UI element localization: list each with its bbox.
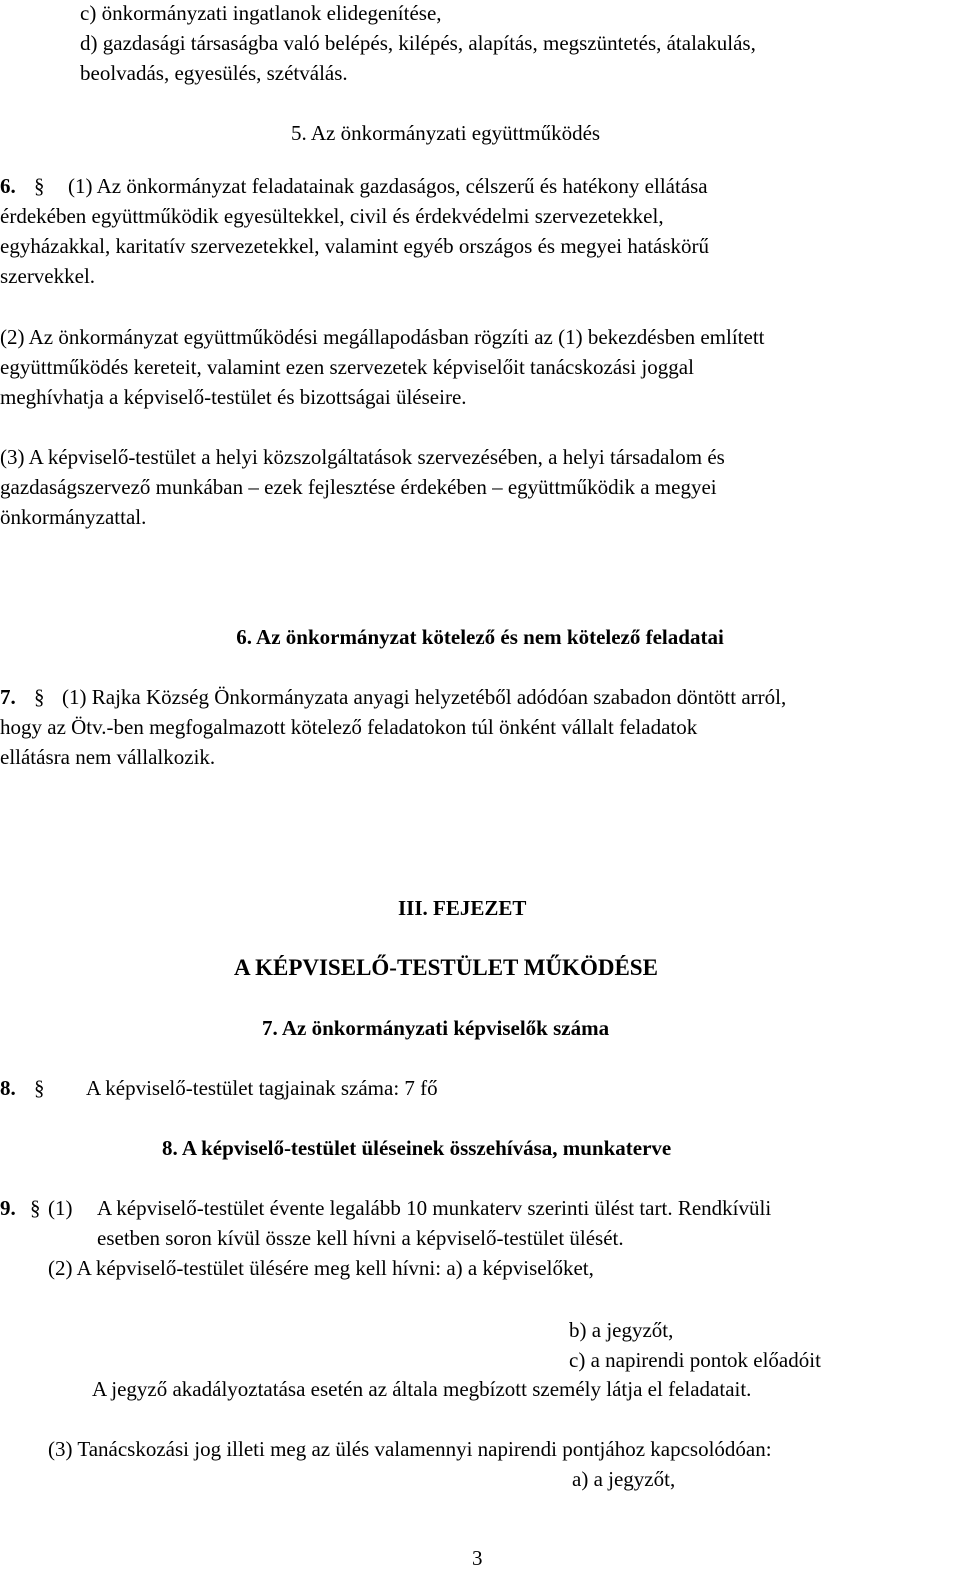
section-9-p2-line1: (2) A képviselő-testület ülésére meg kell hívni: a) a képviselőket, — [48, 1256, 594, 1280]
section-6-p2-line3: meghívhatja a képviselő-testület és bizottságai üléseire. — [0, 385, 467, 409]
list-item-d-line2: beolvadás, egyesülés, szétválás. — [80, 61, 348, 85]
section-6-p3-line1: (3) A képviselő-testület a helyi közszolgáltatások szervezésében, a helyi társadalom és — [0, 445, 725, 469]
section-9-p3-item-a: a) a jegyzőt, — [572, 1467, 676, 1491]
section-6-p3-line2: gazdaságszervező munkában – ezek fejlesztése érdekében – együttműködik a megyei — [0, 475, 717, 499]
list-item-d-line1: d) gazdasági társaságba való belépés, kilépés, alapítás, megszüntetés, átalakulás, — [80, 31, 756, 55]
section-7-sign: § — [34, 685, 45, 709]
list-item-c: c) önkormányzati ingatlanok elidegenítése, — [80, 1, 442, 25]
section-9-p2-item-c: c) a napirendi pontok előadóit — [569, 1348, 821, 1372]
section-7-number: 7. — [0, 685, 16, 709]
section-8-text: A képviselő-testület tagjainak száma: 7 fő — [86, 1076, 438, 1100]
section-6-p3-line3: önkormányzattal. — [0, 505, 147, 529]
section-6-p2-line1: (2) Az önkormányzat együttműködési megállapodásban rögzíti az (1) bekezdésben említett — [0, 325, 765, 349]
section-8-sign: § — [34, 1076, 45, 1100]
chapter-number: III. FEJEZET — [398, 896, 527, 920]
section-6-p1-line2: érdekében együttműködik egyesültekkel, civil és érdekvédelmi szervezetekkel, — [0, 204, 664, 228]
section-9-p1-line1: A képviselő-testület évente legalább 10 munkaterv szerinti ülést tart. Rendkívüli — [97, 1196, 772, 1220]
section-9-number: 9. — [0, 1196, 16, 1220]
heading-7: 7. Az önkormányzati képviselők száma — [262, 1016, 610, 1040]
section-6-p1-line4: szervekkel. — [0, 264, 96, 288]
page-number: 3 — [472, 1546, 483, 1570]
section-6-sign: § — [34, 174, 45, 198]
section-9-p2-note: A jegyző akadályoztatása esetén az általa megbízott személy látja el feladatait. — [92, 1377, 752, 1401]
section-6-p2-line2: együttműködés kereteit, valamint ezen szervezetek képviselőit tanácskozási joggal — [0, 355, 694, 379]
section-6-p1-line1: (1) Az önkormányzat feladatainak gazdaságos, célszerű és hatékony ellátása — [68, 174, 708, 198]
section-9-p3-line1: (3) Tanácskozási jog illeti meg az ülés valamennyi napirendi pontjához kapcsolódóan: — [48, 1437, 772, 1461]
section-7-line3: ellátásra nem vállalkozik. — [0, 745, 216, 769]
section-8-number: 8. — [0, 1076, 16, 1100]
heading-8: 8. A képviselő-testület üléseinek összehívása, munkaterve — [162, 1136, 672, 1160]
heading-5: 5. Az önkormányzati együttműködés — [291, 121, 601, 145]
section-7-line2: hogy az Ötv.-ben megfogalmazott kötelező feladatokon túl önként vállalt feladatok — [0, 715, 698, 739]
section-9-p1-label: (1) — [48, 1196, 73, 1220]
section-9-p2-item-b: b) a jegyzőt, — [569, 1318, 674, 1342]
section-7-line1: (1) Rajka Község Önkormányzata anyagi helyzetéből adódóan szabadon döntött arról, — [62, 685, 787, 709]
section-9-p1-line2: esetben soron kívül össze kell hívni a képviselő-testület ülését. — [97, 1226, 624, 1250]
chapter-title: A KÉPVISELŐ-TESTÜLET MŰKÖDÉSE — [234, 955, 658, 980]
section-6-p1-line3: egyházakkal, karitatív szervezetekkel, valamint egyéb országos és megyei hatáskörű — [0, 234, 710, 258]
section-6-number: 6. — [0, 174, 16, 198]
section-9-sign: § — [30, 1196, 41, 1220]
heading-6: 6. Az önkormányzat kötelező és nem kötelező feladatai — [236, 625, 724, 649]
